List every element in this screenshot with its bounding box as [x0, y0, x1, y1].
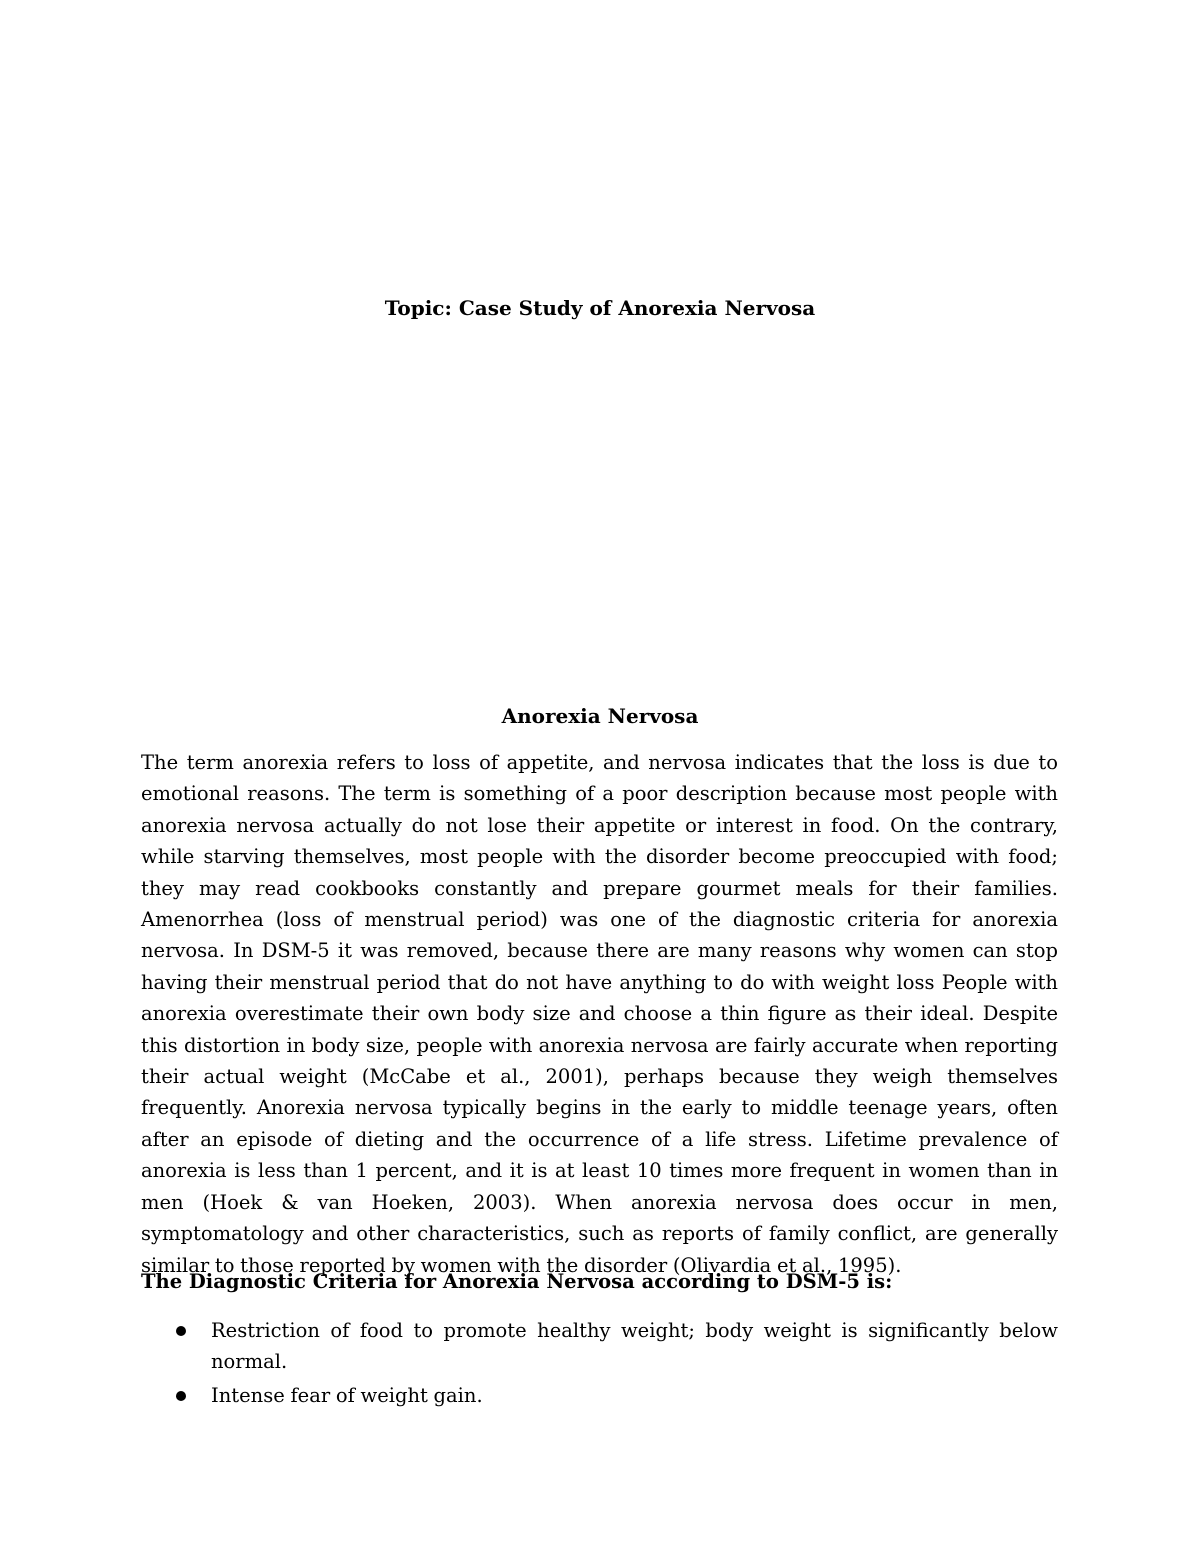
- body-paragraph: The term anorexia refers to loss of appetite, and nervosa indicates that the loss is due to emotional reasons. The term is something of a poor description because most people with anorexia nervosa actually do not lose their appetite or interest in food. On the contrary, while starving themselves, most people with the disorder become preoccupied with food; they may read cookbooks constantly and prepare gourmet meals for their families. Amenorrhea (loss of menstrual period) was one of the diagnostic criteria for anorexia nervosa. In DSM-5 it was removed, because there are many reasons why women can stop having their menstrual period that do not have anything to do with weight loss People with anorexia overestimate their own body size and choose a thin figure as their ideal. Despite this distortion in body size, people with anorexia nervosa are fairly accurate when reporting their actual weight (McCabe et al., 2001), perhaps because they weigh themselves frequently. Anorexia nervosa typically begins in the early to middle teenage years, often after an episode of dieting and the occurrence of a life stress. Lifetime prevalence of anorexia is less than 1 percent, and it is at least 10 times more frequent in women than in men (Hoek & van Hoeken, 2003). When anorexia nervosa does occur in men, symptomatology and other characteristics, such as reports of family conflict, are generally similar to those reported by women with the disorder (Olivardia et al., 1995).: [141, 751, 1058, 1277]
- criteria-list: [141, 1315, 1058, 1413]
- bullet-dot-icon: [176, 1391, 186, 1401]
- list-item-text: Intense fear of weight gain.: [211, 1383, 483, 1407]
- list-item: [141, 1380, 1058, 1411]
- section-title: Anorexia Nervosa: [501, 704, 699, 728]
- topic-title: Topic: Case Study of Anorexia Nervosa: [384, 296, 816, 320]
- criteria-heading: The Diagnostic Criteria for Anorexia Nervosa according to DSM-5 is:: [141, 1270, 893, 1293]
- list-item: [141, 1315, 1058, 1378]
- bullet-dot-icon: [176, 1326, 186, 1336]
- list-item-text: Restriction of food to promote healthy weight; body weight is significantly below normal.: [211, 1319, 1058, 1374]
